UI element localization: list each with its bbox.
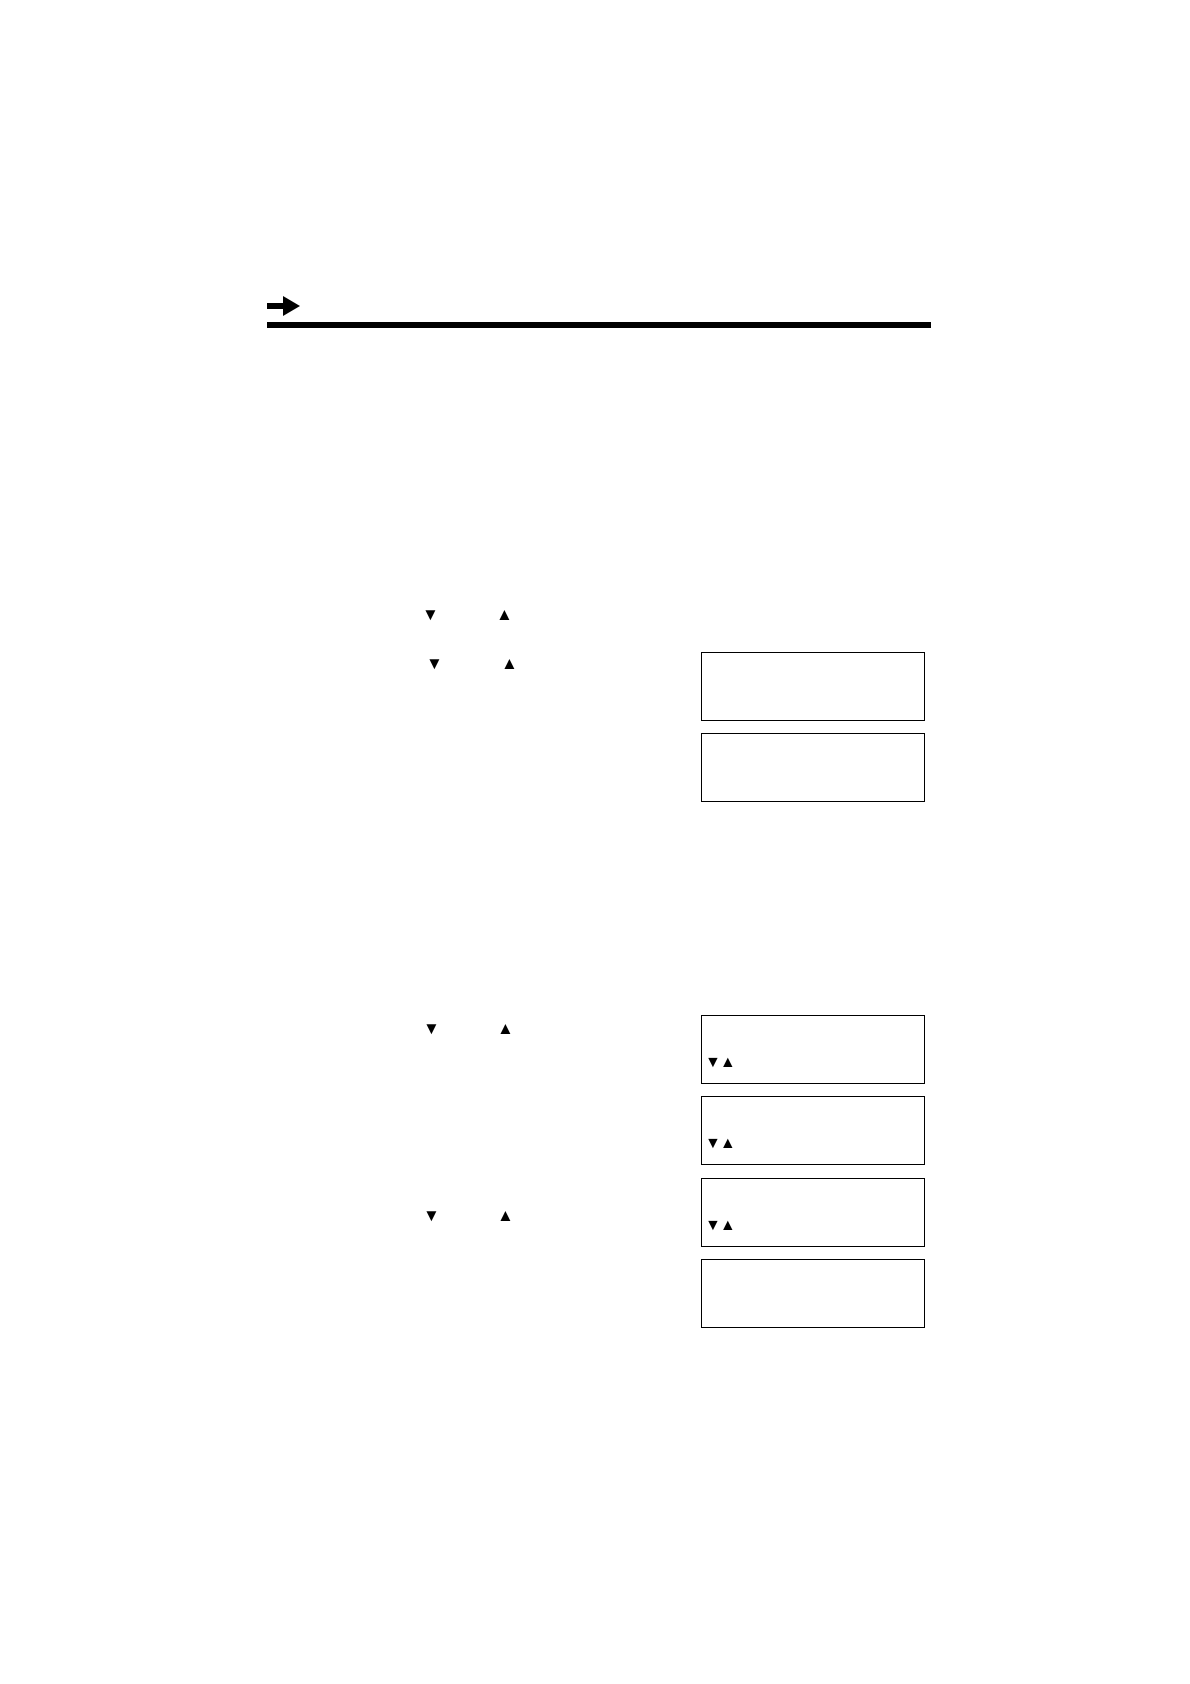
down-arrow-icon: ▼ <box>423 1019 440 1038</box>
scroll-arrows-icon: ▼▲ <box>705 1217 735 1234</box>
lcd-display-4 <box>701 1096 925 1165</box>
lcd-display-6 <box>701 1259 925 1328</box>
step-row-2 <box>0 654 600 674</box>
up-arrow-icon: ▲ <box>497 1206 514 1225</box>
scroll-arrows-icon: ▼▲ <box>705 1054 735 1071</box>
down-arrow-icon: ▼ <box>423 1206 440 1225</box>
scroll-arrows-icon: ▼▲ <box>705 1135 735 1152</box>
lcd-display-2 <box>701 733 925 802</box>
step-row-1 <box>0 605 600 625</box>
up-arrow-icon: ▲ <box>497 1019 514 1038</box>
down-arrow-icon: ▼ <box>422 605 439 624</box>
up-arrow-icon: ▲ <box>496 605 513 624</box>
lcd-display-3 <box>701 1015 925 1084</box>
up-arrow-icon: ▲ <box>501 654 518 673</box>
header-rule <box>267 322 931 328</box>
down-arrow-icon: ▼ <box>426 654 443 673</box>
step-row-3 <box>0 1019 600 1039</box>
step-row-4 <box>0 1206 600 1226</box>
lcd-display-1 <box>701 652 925 721</box>
right-arrow-icon <box>267 294 301 318</box>
lcd-display-5 <box>701 1178 925 1247</box>
